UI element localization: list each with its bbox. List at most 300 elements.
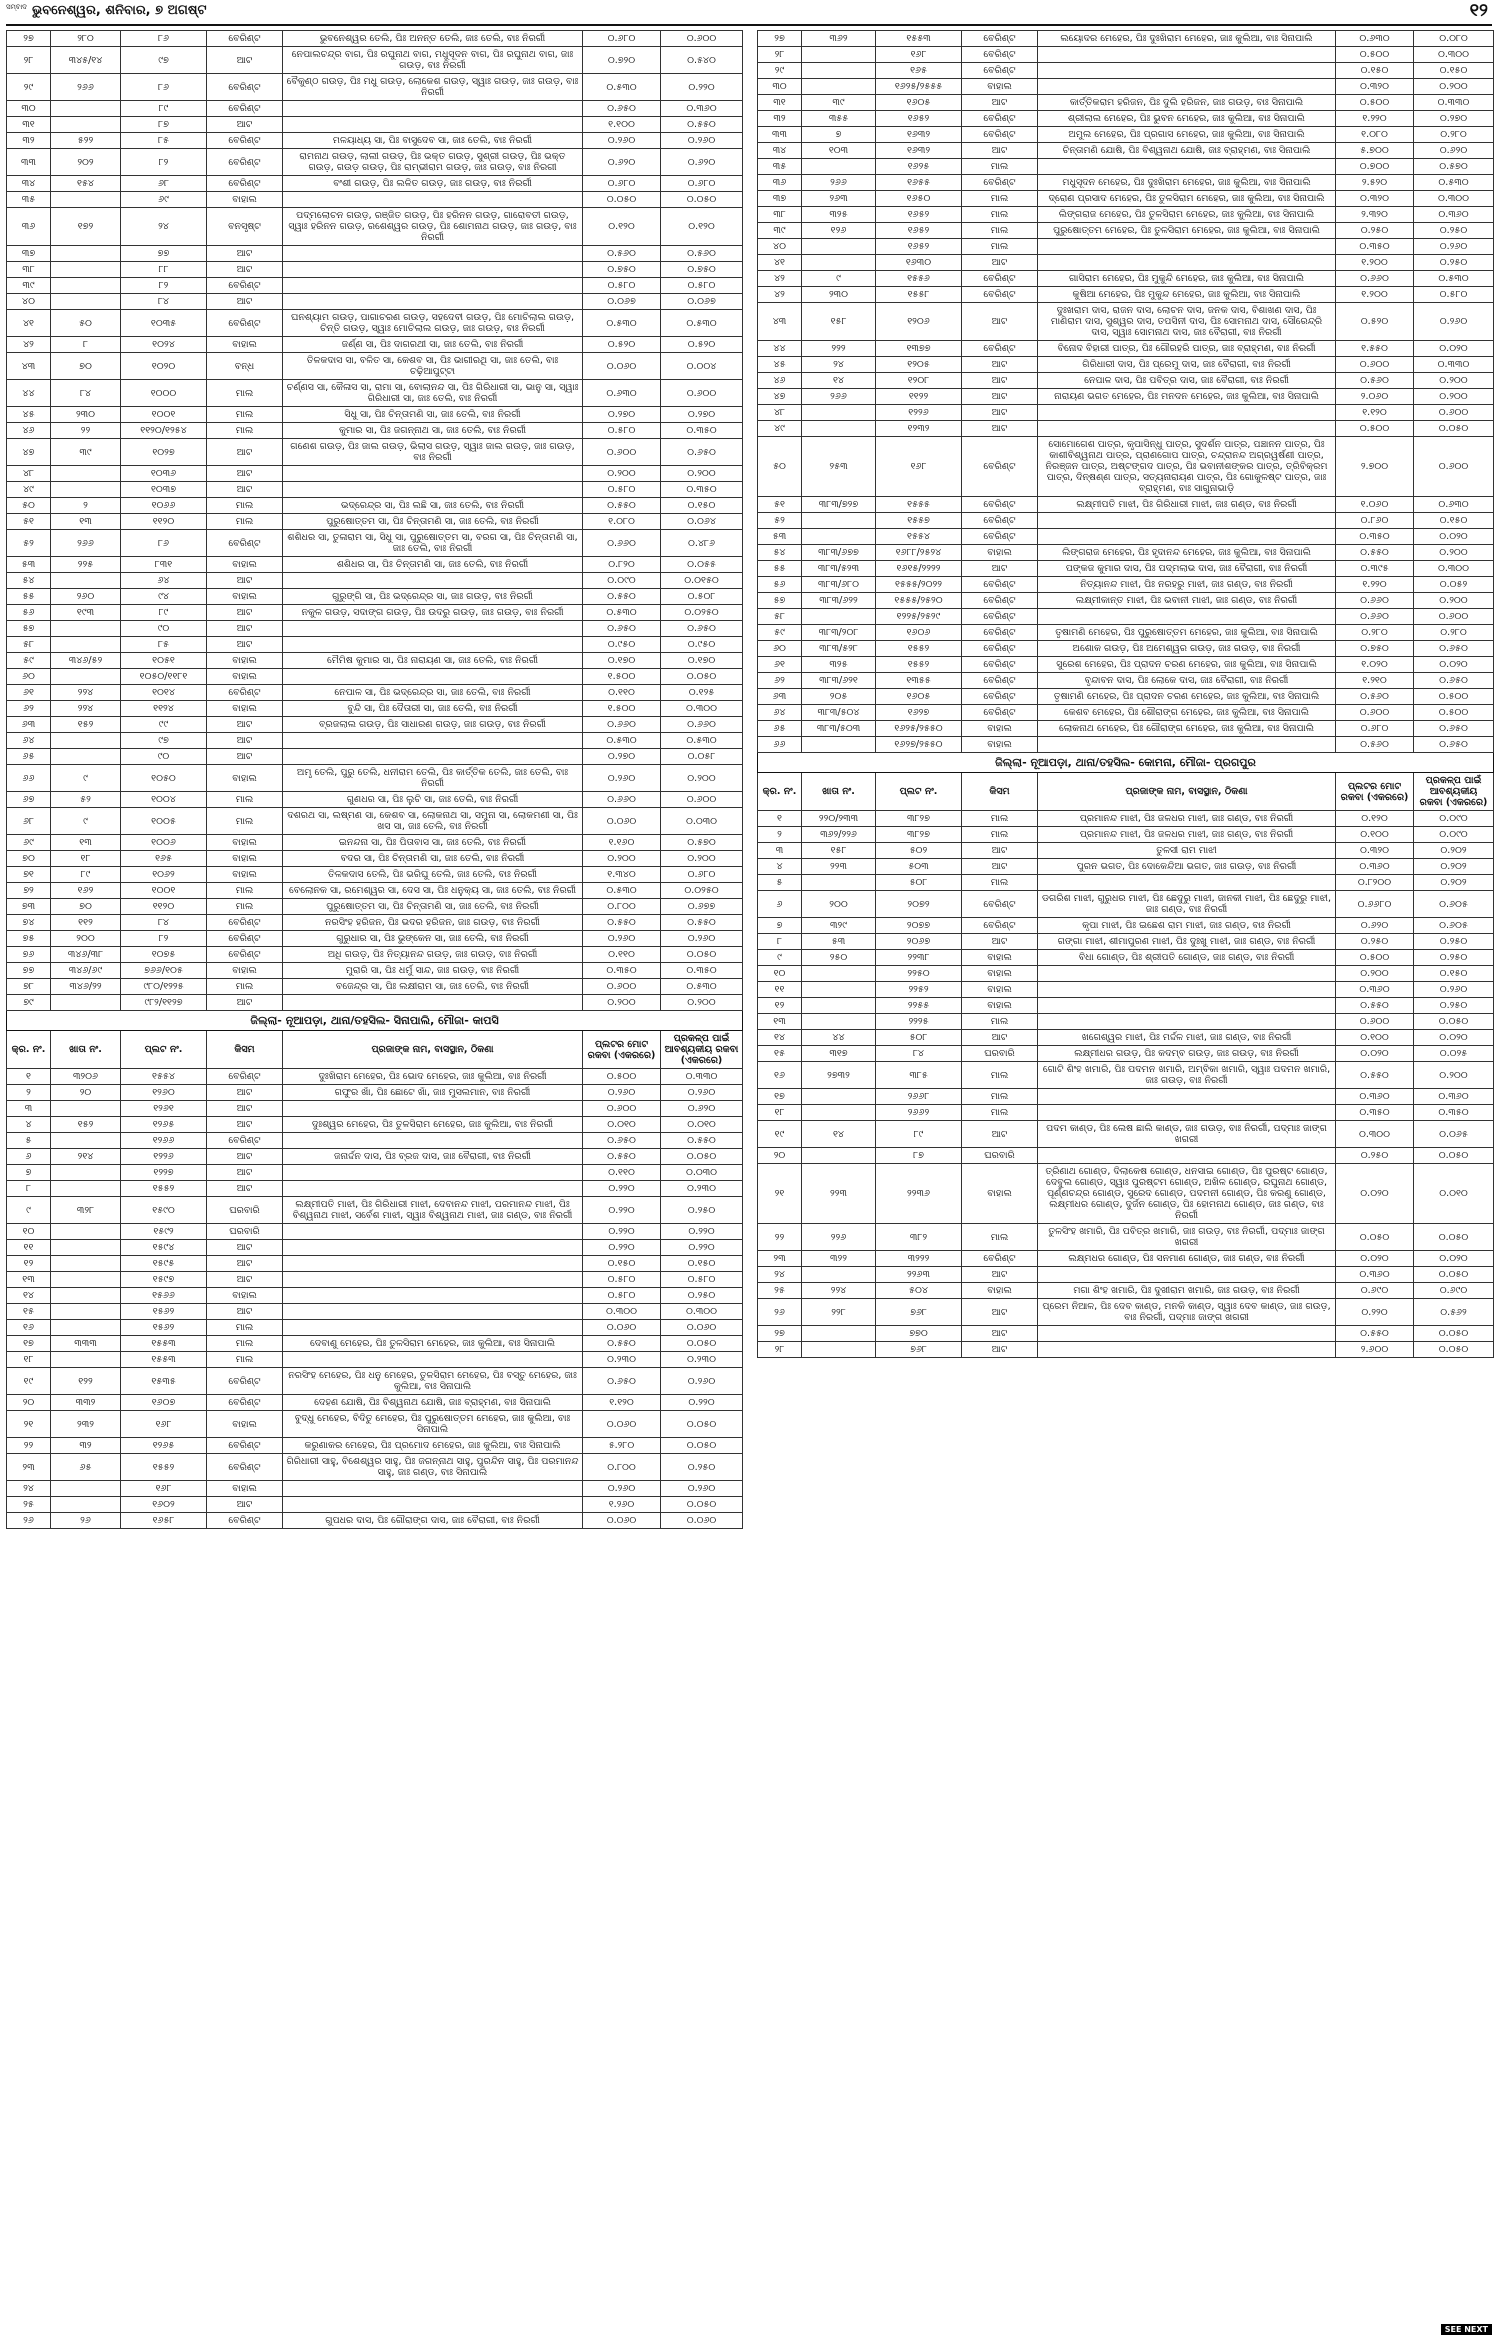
cell-owner [1038,63,1336,79]
cell-plot: ୧୬୦୨ [121,1497,207,1513]
cell-owner [1038,79,1336,95]
table-row [7,717,743,733]
cell-owner [1038,1267,1336,1283]
table-row [7,1288,743,1304]
cell-plot: ୧୬୧୫/୨୨୨୨ [876,561,962,577]
cell-plot: ୨୨୩୬ [876,1164,962,1224]
cell-khata [51,1320,121,1336]
cell-owner [283,1320,583,1336]
table-row [758,827,1494,843]
cell-kisam: ବେରିଣ୍ଟ [207,915,283,931]
cell-kisam: ମାଲ [207,514,283,530]
cell-plot: ୨୬୬୮ [876,1089,962,1105]
table-header-row [7,1031,743,1069]
cell-kisam: ଆଟ [962,561,1038,577]
cell-plot: ୯୪ [121,589,207,605]
cell-kisam: ଆଟ [207,1304,283,1320]
cell-total-area: ୨.୭୦୦ [1336,437,1414,497]
cell-plot: ୧୨୨୬ [876,405,962,421]
cell-owner: ନେପାଳ ଦାସ, ପିଃ ପବିତ୍ର ଦାସ, ଜାଃ ବୈରାଗୀ, ବାଃ ନିରର୍ଗୀ [1038,373,1336,389]
cell-required-area: ୦.୨୦୨ [1414,859,1494,875]
cell-plot: ୫୦୪ [876,1283,962,1299]
cell-plot: ୧୫୯୫ [121,1256,207,1272]
table-row [758,1046,1494,1062]
cell-kisam: ଆଟ [207,573,283,589]
cell-required-area: ୦.୨୫୦ [1414,255,1494,271]
cell-khata [51,482,121,498]
cell-owner: ପୁରୁଷୋତ୍ତମ ସା, ପିଃ ଚିନ୍ତାମଣି ସା, ଜାଃ ତେଲି, ବାଃ ନିରର୍ଗୀ [283,514,583,530]
cell-khata [802,47,876,63]
table-row [758,657,1494,673]
cell-kisam: ଆଟ [207,1085,283,1101]
cell-owner: କାର୍ତ୍ତିକରାମ ହରିଜନ, ପିଃ ଦୁଲି ହରିଜନ, ଜାଃ ଗଉଡ଼, ବାଃ ସିନାପାଲି [1038,95,1336,111]
cell-khata [802,79,876,95]
cell-required-area: ୦.୪୮୬ [661,530,743,557]
cell-kisam: ବାହାଲ [962,1283,1038,1299]
table-row [758,891,1494,918]
cell-serial: ୧୮ [7,1352,51,1368]
cell-serial: ୮ [758,934,802,950]
cell-total-area: ୦.୧୫୦ [1336,63,1414,79]
cell-total-area: ୧.୨୨୦ [1336,577,1414,593]
cell-total-area: ୦.୦୨୦ [1336,1046,1414,1062]
cell-serial: ୬୬ [7,765,51,792]
cell-plot: ୧୬୦୭ [121,1395,207,1411]
cell-total-area: ୦.୦୨୦ [1336,1164,1414,1224]
cell-plot: ୩୮୫ [876,1062,962,1089]
cell-serial: ୧୬ [758,1062,802,1089]
cell-total-area: ୦.୦୬୦ [583,353,661,380]
cell-kisam: ମାଲ [207,1336,283,1352]
cell-total-area: ୦.୮୬୦ [1336,513,1414,529]
cell-khata: ୨୮୦ [51,31,121,47]
cell-total-area: ୦.୧୨୦ [583,208,661,246]
cell-kisam: ଆଟ [962,1121,1038,1148]
cell-total-area: ୧.୦୬୦ [1336,497,1414,513]
table-row [758,1342,1494,1358]
cell-khata [51,278,121,294]
cell-total-area: ୫.୭୦୦ [1336,143,1414,159]
cell-khata [51,637,121,653]
cell-total-area: ୦.୧୨୦ [1336,811,1414,827]
cell-required-area: ୦.୩୦୦ [1414,47,1494,63]
cell-khata: ୩୮୩/୬୭୭ [802,545,876,561]
cell-total-area: ୧.୩୪୦ [583,867,661,883]
cell-total-area: ୧.୧୦୦ [583,117,661,133]
table-row [758,79,1494,95]
table-row [7,1256,743,1272]
cell-owner [1038,875,1336,891]
cell-khata [802,1148,876,1164]
cell-plot: ୧୫୫୨ [121,1454,207,1481]
cell-khata: ୨୨୩ [802,1164,876,1224]
cell-serial: ୧୫ [758,1046,802,1062]
cell-plot: ୧୫୫୨ [876,641,962,657]
cell-kisam: ଆଟ [207,466,283,482]
cell-kisam: ବେରିଣ୍ଟ [207,1454,283,1481]
cell-owner: ଖଗେଶ୍ୱର ମାଝୀ, ପିଃ ମର୍ଦ୍ଦଳ ମାଝୀ, ଜାଃ ଗଣ୍ଡ, ବାଃ ନିରର୍ଗୀ [1038,1030,1336,1046]
cell-kisam: ଆଟ [962,1030,1038,1046]
cell-plot: ୬୯ [121,192,207,208]
cell-serial: ୬୧ [758,657,802,673]
cell-owner: କରୁଣାକର ମେହେର, ପିଃ ପ୍ରମୋଦ ମେହେର, ଜାଃ କୁଲିଆ, ବାଃ ସିନାପାଲି [283,1438,583,1454]
cell-plot: ୧୬୫୨ [876,111,962,127]
cell-khata: ୫୩ [802,934,876,950]
cell-plot: ୯୭ [121,47,207,74]
table-row [7,101,743,117]
cell-kisam: ବେରିଣ୍ଟ [962,705,1038,721]
cell-owner: ଲକ୍ଷ୍ମୀପତି ମାଝୀ, ପିଃ ଗିରିଧାରୀ ମାଝୀ, ଦେବାନନ୍ଦ ମାଝୀ, ପରମାନନ୍ଦ ମାଝୀ, ପିଃ ବିଶ୍ୱନାଥ ମାଝୀ, ସର୍ବେଶ ମାଝୀ, ସ୍ୱାଃ ବିଶ୍ୱନାଥ ମାଝୀ, ଜାଃ ଗଣ୍ଡ, ବାଃ ନିରର୍ଗୀ [283,1197,583,1224]
cell-serial: ୬୦ [758,641,802,657]
cell-required-area: ୦.୦୫୮ [661,749,743,765]
cell-required-area: ୦.୩୩୦ [1414,95,1494,111]
cell-plot: ୬୮ [121,176,207,192]
cell-kisam: ବେରିଣ୍ଟ [962,673,1038,689]
cell-total-area: ୦.୫୬୦ [583,246,661,262]
cell-serial: ୪୬ [758,373,802,389]
cell-owner: ବ୍ରଜଲାଲ ଗଉଡ଼, ପିଃ ସାଧାରଣ ଗଉଡ଼, ଜାଃ ଗଉଡ଼, ବାଃ ନିରର୍ଗୀ [283,717,583,733]
table-row [758,561,1494,577]
cell-serial: ୫୪ [758,545,802,561]
cell-owner [1038,737,1336,753]
cell-khata [802,875,876,891]
cell-plot: ୧୧୨୦/୧୨୫୪ [121,423,207,439]
cell-serial: ୫୭ [7,621,51,637]
cell-total-area: ୦.୫୫୦ [583,498,661,514]
cell-plot: ୧୨୨୭ [121,1165,207,1181]
table-row [758,859,1494,875]
cell-owner: ଲକ୍ଷ୍ମୀକାନ୍ତ ମାଝୀ, ପିଃ ଭବାନୀ ମାଝୀ, ଜାଃ ଗଣ୍ଡ, ବାଃ ନିରର୍ଗୀ [1038,593,1336,609]
cell-kisam: ବାହାଲ [207,867,283,883]
cell-owner [283,1224,583,1240]
cell-khata: ୯ [802,271,876,287]
cell-required-area: ୦.୦୯୦ [1414,827,1494,843]
cell-owner: ଶଶିଧର ସା, ପିଃ ଚିନ୍ତାମଣି ସା, ଜାଃ ତେଲି, ବାଃ ନିରର୍ଗୀ [283,557,583,573]
header-serial: କ୍ର. ନଂ. [7,1031,51,1069]
cell-serial: ୨୨ [758,1224,802,1251]
cell-required-area: ୦.୬୦୦ [1414,609,1494,625]
cell-serial: ୩୨ [758,111,802,127]
cell-serial: ୪ [7,1117,51,1133]
cell-owner [283,669,583,685]
cell-required-area: ୦.୨୦୦ [661,995,743,1011]
table-row [7,176,743,192]
cell-plot: ୧୫୫୫/୨୦୨୨ [876,577,962,593]
cell-khata: ୨୦୫ [802,689,876,705]
cell-owner: ଗୁପଧର ଦାସ, ପିଃ ଗୌରାଙ୍ଗ ଦାସ, ଜାଃ ବୈରାଗୀ, ବାଃ ନିରର୍ଗୀ [283,1513,583,1529]
right-column [757,30,1493,1358]
cell-kisam: ଆଟ [962,859,1038,875]
cell-required-area: ୦.୫୬୨ [1414,1299,1494,1326]
cell-total-area: ୦.୦୬୦ [583,1513,661,1529]
cell-serial: ୩୨ [7,133,51,149]
cell-serial: ୭ [758,918,802,934]
cell-required-area: ୦.୨୬୦ [1414,982,1494,998]
cell-khata [51,995,121,1011]
cell-serial: ୬୯ [7,835,51,851]
cell-required-area: ୦.୨୦୦ [1414,545,1494,561]
cell-total-area: ୦.୫୨୦ [1336,303,1414,341]
cell-kisam: ବେରିଣ୍ଟ [962,609,1038,625]
cell-kisam: ବେରିଣ୍ଟ [207,1438,283,1454]
table-row [7,589,743,605]
cell-kisam: ଆଟ [962,1326,1038,1342]
cell-kisam: ମାଲ [207,1352,283,1368]
cell-kisam: ମାଲ [962,875,1038,891]
header-plot: ପ୍ଲଟ ନଂ. [876,773,962,811]
cell-serial: ୩୫ [758,159,802,175]
cell-owner: ଲୟୋଦର ମେହେର, ପିଃ ଦୁଃଖିରାମ ମେହେର, ଜାଃ କୁଲିଆ, ବାଃ ସିନାପାଲି [1038,31,1336,47]
cell-khata: ୩୬୨/୨୨୬ [802,827,876,843]
cell-required-area: ୦.୫୩୦ [661,310,743,337]
table-row [758,721,1494,737]
table-row [7,482,743,498]
cell-plot: ୧୬୮୮/୨୫୨୪ [876,545,962,561]
cell-plot: ୧୦୩୫ [121,310,207,337]
cell-total-area: ୧.୨୨୦ [1336,111,1414,127]
cell-plot: ୮୫ [121,133,207,149]
cell-total-area: ୦.୭୫୦ [1336,641,1414,657]
cell-khata: ୬୫ [51,1454,121,1481]
table-row [758,513,1494,529]
cell-khata: ୯ [51,808,121,835]
cell-serial: ୩୧ [758,95,802,111]
cell-required-area: ୦.୦୫୦ [661,1336,743,1352]
cell-khata: ୨ [51,498,121,514]
table-row [758,111,1494,127]
cell-plot: ୯୦ [121,749,207,765]
cell-required-area: ୦.୨୦୦ [661,851,743,867]
cell-serial: ୪୪ [7,380,51,407]
cell-serial: ୫ [758,875,802,891]
cell-serial: ୨୪ [758,1267,802,1283]
cell-kisam: ବେରିଣ୍ଟ [962,1251,1038,1267]
cell-required-area: ୦.୩୬୦ [1414,207,1494,223]
cell-kisam: ଘରବାରି [207,1224,283,1240]
cell-total-area: ୦.୧୧୦ [583,685,661,701]
cell-total-area: ୦.୨୨୦ [583,1197,661,1224]
left-column [6,30,742,1529]
cell-required-area: ୦.୨୦୦ [1414,79,1494,95]
cell-khata [802,63,876,79]
cell-kisam: ଆଟ [207,1240,283,1256]
cell-kisam: ବେରିଣ୍ଟ [207,278,283,294]
table-row [758,175,1494,191]
cell-required-area: ୦.୦୨୫୦ [661,605,743,621]
cell-total-area: ୦.୬୯୦ [1336,1283,1414,1299]
cell-owner: ତୁଳସିଂହ ଖମାରି, ପିଃ ପବିତ୍ର ଖମାରି, ଜାଃ ଗଉଡ଼, ବାଃ ନିରର୍ଗୀ, ପଦ୍ମାଃ ଜାଙ୍ଗ ଖଗରୀ [1038,1224,1336,1251]
cell-required-area: ୦.୦୫୦ [1414,1014,1494,1030]
cell-serial: ୧୧ [758,982,802,998]
cell-khata: ୩୨୦୬ [51,1069,121,1085]
cell-serial: ୬୫ [758,721,802,737]
cell-owner: ଜର୍ଣ୍ଣ ସା, ପିଃ ଦାଗରଥୀ ସା, ଜାଃ ତେଲି, ବାଃ ନିରର୍ଗୀ [283,337,583,353]
cell-owner [1038,1089,1336,1105]
cell-owner: ଭୁବନେଶ୍ୱର ତେଲି, ପିଃ ଅନନ୍ତ ତେଲି, ଜାଃ ତେଲି, ବାଃ ନିରର୍ଗୀ [283,31,583,47]
table-row [758,63,1494,79]
cell-khata [51,117,121,133]
cell-kisam: ବେରିଣ୍ଟ [962,529,1038,545]
cell-khata: ୧୪ [802,1121,876,1148]
dateline: ଭୁବନେଶ୍ୱର, ଶନିବାର, ୭ ଅଗଷ୍ଟ [32,3,207,18]
cell-required-area: ୦.୬୦୦ [661,31,743,47]
cell-owner [283,117,583,133]
cell-kisam: ବାହାଲ [962,1164,1038,1224]
cell-plot: ୧୫୫୪ [121,1069,207,1085]
table-row [7,310,743,337]
table-row [758,950,1494,966]
cell-serial: ୪୮ [7,466,51,482]
cell-required-area: ୦.୩୩୦ [661,1069,743,1085]
table-row [758,689,1494,705]
cell-khata [802,159,876,175]
cell-plot: ୮୭ [876,1148,962,1164]
cell-kisam: ବେରିଣ୍ଟ [962,31,1038,47]
cell-total-area: ୦.୩୨୦ [1336,191,1414,207]
cell-total-area: ୦.୨୨୦ [583,1224,661,1240]
cell-required-area: ୦.୨୭୦ [661,407,743,423]
table-row [758,593,1494,609]
cell-owner: ଦୁଃଖରାମ ଦାସ, ରାଜନ ଦାସ, ଲୋଚନ ଦାସ, ଜନକ ଦାସ, ବିଶାଖଣ ଦାସ, ପିଃ ମାଣିରାମ ଦାସ, ସୁଶ୍ୱର ଦାସ, ତପସିନୀ ଦାସ, ପିଃ ସୋମନାଥ ଦାସ, ସୌରେନ୍ଦ୍ରି ଦାସ, ସ୍ୱାଃ ସୋମନାଥ ଦାସ, ଜାଃ ବୈରାଗୀ, ବାଃ ନିରର୍ଗୀ [1038,303,1336,341]
cell-khata [802,255,876,271]
cell-required-area: ୦.୦୩୦ [661,1165,743,1181]
cell-serial: ୨୧ [7,1411,51,1438]
cell-serial: ୧୮ [758,1105,802,1121]
cell-kisam: ବେରିଣ୍ଟ [207,1395,283,1411]
cell-owner: ତୃଷାମଣି ମେହେର, ପିଃ ପୁରୁଷୋତ୍ତମ ମେହେର, ଜାଃ କୁଲିଆ, ବାଃ ସିନାପାଲି [1038,625,1336,641]
cell-required-area: ୦.୩୫୦ [1414,1105,1494,1121]
cell-kisam: ଆଟ [962,421,1038,437]
table-row [758,239,1494,255]
cell-owner [1038,239,1336,255]
cell-kisam: ବେରିଣ୍ଟ [207,310,283,337]
cell-owner: ନାରାୟଣ ଭଗତ ମେହେର, ପିଃ ମନଦନ ମେହେର, ଜାଃ କୁଲିଆ, ବାଃ ସିନାପାଲି [1038,389,1336,405]
cell-required-area: ୦.୫୫୦ [661,1133,743,1149]
cell-khata: ୨୬୬ [802,175,876,191]
cell-required-area: ୦.୩୬୦ [1414,1089,1494,1105]
cell-serial: ୨୯ [7,74,51,101]
table-row [7,963,743,979]
table-row [758,1121,1494,1148]
cell-khata [51,1181,121,1197]
cell-khata: ୨୨ [51,423,121,439]
cell-serial: ୩୩ [758,127,802,143]
cell-owner [283,573,583,589]
cell-owner: ଡଗରିଶ ମାଝୀ, ଗୁରୁଧର ମାଝୀ, ପିଃ ଛେଦୁରୁ ମାଝୀ, ଜାନକୀ ମାଝୀ, ପିଃ ଛେଦୁରୁ ମାଝୀ, ଜାଃ ଗଣ୍ଡ, ବାଃ ନିରର୍ଗୀ [1038,891,1336,918]
cell-owner: ପଙ୍କଜ କୁମାର ଦାସ, ପିଃ ପଦ୍ମଲାଭ ଦାସ, ଜାଃ ବୈରାଗୀ, ବାଃ ନିରର୍ଗୀ [1038,561,1336,577]
cell-khata: ୩୮୩/୫୨୩ [802,561,876,577]
cell-required-area: ୦.୩୦୦ [1414,561,1494,577]
cell-plot: ୧୬୫୦ [876,191,962,207]
table-row [7,1336,743,1352]
cell-serial: ୪୨ [758,271,802,287]
cell-required-area: ୦.୬୦୦ [661,380,743,407]
cell-khata: ୩୨ [51,1438,121,1454]
cell-khata: ୨୬୬ [51,530,121,557]
cell-total-area: ୧.୫୦୦ [583,669,661,685]
cell-required-area: ୦.୦୩୦ [661,808,743,835]
cell-owner: ମୁରାରି ସା, ପିଃ ଧର୍ମୁ ସାନ୍ଦ, ଜାଃ ଗଉଡ଼, ବାଃ ନିରର୍ଗୀ [283,963,583,979]
table-row [7,1181,743,1197]
table-row [7,1133,743,1149]
table-row [758,1283,1494,1299]
table-row [7,1117,743,1133]
cell-serial: ୩୩ [7,149,51,176]
cell-serial: ୧୪ [758,1030,802,1046]
cell-khata: ୯ [51,765,121,792]
cell-plot: ୫୦୩ [876,859,962,875]
cell-required-area: ୦.୬୨୦ [661,149,743,176]
cell-khata: ୩୮୩/୫୨୮ [802,641,876,657]
cell-kisam: ଆଟ [962,389,1038,405]
cell-plot: ୧୬୦୫ [876,95,962,111]
cell-owner [283,1481,583,1497]
cell-serial: ୫ [7,1133,51,1149]
cell-required-area: ୦.୦୫୦ [661,1438,743,1454]
cell-khata: ୧୩ [51,514,121,530]
table-row [7,1454,743,1481]
cell-khata: ୨୨୪ [51,685,121,701]
cell-serial: ୬୬ [758,737,802,753]
cell-kisam: ବେରିଣ୍ଟ [962,497,1038,513]
cell-required-area: ୦.୬୦୦ [1414,437,1494,497]
cell-khata: ୧୩ [51,835,121,851]
cell-serial: ୬୩ [7,717,51,733]
cell-plot: ୮୪ [121,915,207,931]
cell-total-area: ୧.୨୬୦ [583,1497,661,1513]
cell-owner [283,1256,583,1272]
cell-owner: ଦୁଃଖିରାମ ମେହେର, ପିଃ ଭୋଦ ମେହେର, ଜାଃ କୁଲିଆ, ବାଃ ନିରର୍ଗୀ [283,1069,583,1085]
cell-khata: ୧୮ [51,851,121,867]
cell-khata: ୩୮୩/୬୨୧ [802,673,876,689]
cell-required-area: ୦.୦୫୦ [661,1411,743,1438]
cell-plot: ୨୦୬୭ [876,934,962,950]
cell-owner [283,749,583,765]
cell-plot: ୧୬୮ [876,437,962,497]
cell-required-area: ୦.୦୫୦ [661,1497,743,1513]
header-owner: ପ୍ରଜାଙ୍କ ନାମ, ବାସସ୍ଥାନ, ଠିକଣା [283,1031,583,1069]
table-row [7,605,743,621]
cell-required-area: ୦.୩୫୦ [661,963,743,979]
cell-owner: ପୁରୁଷୋତ୍ତମ ସା, ପିଃ ଚିନ୍ତାମଣି ସା, ଜାଃ ତେଲି, ବାଃ ନିରର୍ଗୀ [283,899,583,915]
cell-required-area: ୦.୦୬୫ [1414,1121,1494,1148]
table-header-row [758,773,1494,811]
cell-total-area: ୦.୩୫୦ [1336,1105,1414,1121]
cell-serial: ୭୩ [7,899,51,915]
cell-total-area: ୦.୧୧୦ [583,947,661,963]
cell-serial: ୭୮ [7,979,51,995]
cell-khata: ୩୨୯ [802,918,876,934]
cell-plot: ୧୬୫ [876,63,962,79]
cell-required-area: ୦.୧୭୦ [661,653,743,669]
cell-total-area: ୦.୬୨୦ [1336,918,1414,934]
cell-owner [1038,255,1336,271]
cell-plot: ୧୦୦୬ [121,835,207,851]
cell-total-area: ୦.୦୨୦ [1336,1251,1414,1267]
cell-owner [1038,1014,1336,1030]
cell-kisam: ବାହାଲ [207,1481,283,1497]
cell-plot: ୧୫୬୨ [121,1304,207,1320]
cell-plot: ୧୧୨୦ [121,899,207,915]
header-kisam: କିସମ [962,773,1038,811]
table-row [7,31,743,47]
cell-serial: ୨୭ [758,1326,802,1342]
table-row [7,337,743,353]
cell-serial: ୧୩ [7,1272,51,1288]
cell-khata [802,405,876,421]
cell-total-area: ୧.୨୦୦ [1336,287,1414,303]
cell-serial: ୫୧ [758,497,802,513]
